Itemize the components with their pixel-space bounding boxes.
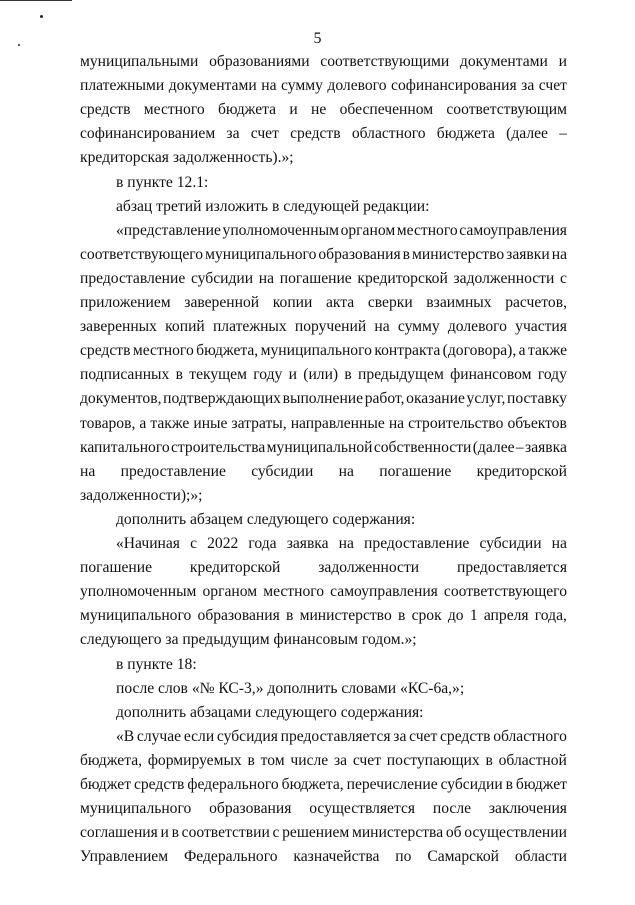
word: на [551, 245, 567, 263]
word: местного [263, 583, 325, 601]
word: заверенных [80, 318, 157, 336]
word: товаров, [80, 414, 136, 432]
text-line [80, 580, 567, 604]
word: уполномоченным [80, 583, 197, 601]
text-line: дополнить абзацами следующего содержания: [116, 703, 424, 721]
word: кредиторской [189, 559, 281, 577]
word: с [190, 535, 197, 552]
text-line [80, 725, 567, 749]
text-line [80, 291, 567, 315]
word: участия [515, 318, 567, 336]
word: муниципального [205, 245, 317, 263]
word: счет [538, 77, 567, 95]
word: средств [80, 342, 131, 360]
word: об [445, 824, 462, 842]
word: не [311, 101, 327, 119]
text-line: после слов «№ КС-3,» дополнить словами «КС-6а,»; [116, 679, 465, 697]
word: за [226, 125, 240, 143]
word: в [397, 607, 406, 625]
text-line [80, 363, 567, 387]
word: муниципальной [266, 438, 373, 456]
word: в [171, 824, 179, 842]
word: копии [272, 294, 313, 311]
word: с [560, 269, 567, 287]
word: министерство [412, 245, 505, 263]
word: строительство [408, 414, 504, 432]
word: муниципального [260, 342, 372, 360]
word: счет [250, 125, 279, 143]
word: муниципального [80, 800, 192, 818]
word: заверенной [184, 294, 260, 311]
word: обеспеченном [339, 101, 434, 119]
word: соответствии [181, 824, 270, 842]
text-line [80, 821, 567, 845]
word: подтверждающих [163, 390, 281, 408]
word: капитального [80, 438, 170, 456]
word: задолженности [453, 269, 555, 287]
word: после [432, 800, 472, 818]
text-line [80, 243, 567, 267]
word: подписанных [80, 366, 170, 384]
word: заявка [525, 438, 567, 456]
text-line [80, 267, 567, 291]
word: «В [116, 727, 135, 745]
word: также [528, 342, 567, 360]
word: «представление [116, 221, 221, 239]
word: казначейства [293, 848, 380, 866]
word: срок [411, 607, 442, 625]
word: соответствующими [320, 53, 450, 70]
text-line [80, 845, 567, 869]
word: средств [290, 125, 341, 143]
word: осуществлении [464, 824, 567, 842]
scan-edge-line [0, 0, 72, 1]
word: оказание [406, 390, 465, 408]
word: федерального [187, 776, 279, 793]
word: предоставление [80, 269, 186, 287]
word: на [338, 535, 354, 552]
word: областного [351, 125, 426, 143]
text-line [80, 460, 567, 484]
word: и [288, 366, 297, 384]
word: бюджета, [281, 776, 344, 793]
text-line: в пункте 18: [116, 655, 197, 673]
text-line [80, 749, 567, 773]
word: счет [352, 751, 382, 769]
word: соответствующего [80, 245, 204, 263]
word: образованиями [209, 53, 310, 70]
word: предыдущем [358, 366, 444, 384]
word: если [183, 727, 215, 745]
word: случае [136, 727, 182, 745]
word: а [518, 342, 526, 360]
text-line [80, 412, 567, 436]
word: поставку [507, 390, 567, 408]
word: документов, [80, 390, 162, 408]
word: на [80, 462, 96, 480]
word: сверки [367, 294, 413, 311]
word: местного [143, 101, 205, 119]
word: услуг, [466, 390, 506, 408]
text-line: в пункте 12.1: [116, 173, 209, 191]
word: счет [409, 727, 438, 745]
word: сумму [397, 318, 440, 336]
word: субсидии [440, 776, 503, 793]
word: на [374, 318, 390, 336]
word: Федерального [183, 848, 278, 866]
word: предоставление [364, 535, 470, 552]
word: соответствующим [446, 101, 567, 119]
word: также [150, 414, 190, 432]
word: предоставляется [280, 727, 391, 745]
word: софинансированием [80, 125, 216, 143]
text-line [80, 556, 567, 580]
word: бюджета [436, 125, 495, 143]
word: текущем [189, 366, 247, 384]
scan-speck [40, 15, 43, 18]
word: субсидии [190, 269, 254, 287]
word: платежными [80, 77, 165, 95]
word: и [558, 53, 567, 70]
word: финансовом [450, 366, 532, 384]
text-line [80, 315, 567, 339]
text-line [80, 436, 567, 460]
text-line: следующего за предыдущим финансовым годом.»; [80, 631, 417, 649]
word: том [260, 751, 285, 769]
word: на [338, 462, 354, 480]
word: (далее [506, 125, 548, 143]
word: по [395, 848, 412, 866]
text-line [80, 219, 567, 243]
word: формируемых [147, 751, 242, 769]
word: предоставление [120, 462, 226, 480]
word: акта [325, 294, 355, 311]
word: субсидии [479, 535, 542, 552]
word: долевого [447, 318, 507, 336]
word: соответствующего [443, 583, 567, 601]
word: контракта [374, 342, 441, 360]
word: на [261, 77, 277, 95]
word: объектов [507, 414, 567, 432]
word: средств [440, 727, 491, 745]
text-line: абзац третий изложить в следующей редакции: [116, 197, 430, 215]
word: погашение [80, 559, 152, 577]
word: с [272, 824, 280, 842]
word: за [333, 751, 348, 769]
word: бюджета, [196, 342, 259, 360]
word: бюджет [80, 776, 132, 793]
text-line: дополнить абзацем следующего содержания: [116, 510, 416, 528]
word: работ, [364, 390, 405, 408]
word: образования [197, 607, 280, 625]
text-line [80, 604, 567, 628]
word: документами [168, 77, 257, 95]
text-line: задолженности);»; [80, 486, 203, 504]
text-line [80, 74, 567, 98]
word: органом [340, 221, 396, 239]
word: на [388, 414, 405, 432]
word: средств [80, 101, 131, 119]
word: в [402, 245, 411, 263]
word: году [537, 366, 567, 384]
word: в [505, 776, 513, 793]
word: кредиторской [357, 269, 448, 287]
word: сумму [281, 77, 323, 95]
word: «Начиная [116, 535, 180, 552]
word: субсидии [251, 462, 314, 480]
word: соглашения [80, 824, 158, 842]
word: иные [193, 414, 228, 432]
word: направленные [290, 414, 385, 432]
word: местного [132, 342, 194, 360]
word: Самарской [427, 848, 499, 866]
word: числе [290, 751, 329, 769]
text-line [80, 122, 567, 146]
word: субсидия [216, 727, 278, 745]
word: задолженности [318, 559, 420, 577]
word: и [160, 824, 169, 842]
word: муниципальными [80, 53, 199, 70]
word: в [286, 607, 294, 625]
word: образования [318, 245, 401, 263]
word: (далее [472, 438, 515, 456]
word: (или) [303, 366, 339, 384]
word: копий [165, 318, 205, 336]
word: 2022 [207, 535, 239, 552]
word: заключения [488, 800, 567, 818]
page-number: 5 [313, 30, 322, 47]
word: министерства [351, 824, 444, 842]
word: области [514, 848, 567, 866]
text-line [80, 339, 567, 363]
word: году [253, 366, 283, 384]
word: долевого [327, 77, 387, 95]
word: и [289, 101, 298, 119]
word: уполномоченным [222, 221, 339, 239]
word: заявка [286, 535, 329, 552]
word: предоставляется [457, 559, 567, 577]
word: платежных [212, 318, 287, 336]
word: на [551, 535, 567, 552]
word: самоуправления [459, 221, 567, 239]
word: выполнение [282, 390, 364, 408]
word: затраты, [231, 414, 287, 432]
word: бюджета, [80, 751, 143, 769]
word: строительства [171, 438, 266, 456]
word: на [258, 269, 275, 287]
word: приложением [80, 294, 171, 311]
word: года, [534, 607, 567, 625]
word: бюджет [515, 776, 567, 793]
word: в [344, 366, 352, 384]
word: бюджета [217, 101, 277, 119]
word: самоуправления [330, 583, 438, 601]
word: областного [493, 727, 567, 745]
word: (договора), [442, 342, 517, 360]
word: в [175, 366, 183, 384]
word: за [521, 77, 535, 95]
word: собственности [373, 438, 472, 456]
word: областной [498, 751, 567, 769]
word: апреля [483, 607, 529, 625]
word: расчетов, [505, 294, 567, 311]
word: кредиторской [476, 462, 567, 480]
text-line [80, 532, 567, 556]
text-line [80, 773, 567, 797]
word: Управлением [80, 848, 169, 866]
word: органом [202, 583, 258, 601]
word: министерство [299, 607, 392, 625]
word: в [247, 751, 255, 769]
word: осуществляется [309, 800, 416, 818]
word: – [559, 125, 567, 143]
text-line [80, 50, 567, 74]
word: года [248, 535, 277, 552]
word: в [485, 751, 493, 769]
word: заявки [506, 245, 550, 263]
text-line [80, 797, 567, 821]
word: 1 [469, 607, 478, 625]
text-line [80, 387, 567, 411]
word: софинансирования [391, 77, 517, 95]
word: местного [396, 221, 458, 239]
text-line: кредиторская задолженность).»; [80, 149, 294, 167]
word: перечисление [346, 776, 438, 793]
word: – [515, 438, 524, 456]
word: а [139, 414, 147, 432]
word: документами [459, 53, 548, 70]
word: средств [133, 776, 185, 793]
word: погашение [279, 269, 352, 287]
word: погашение [379, 462, 452, 480]
word: за [393, 727, 407, 745]
word: до [447, 607, 464, 625]
word: поручений [294, 318, 367, 336]
word: решением [282, 824, 350, 842]
word: образования [209, 800, 292, 818]
word: взаимных [426, 294, 492, 311]
word: муниципального [80, 607, 192, 625]
text-line [80, 98, 567, 122]
word: поступающих [386, 751, 480, 769]
